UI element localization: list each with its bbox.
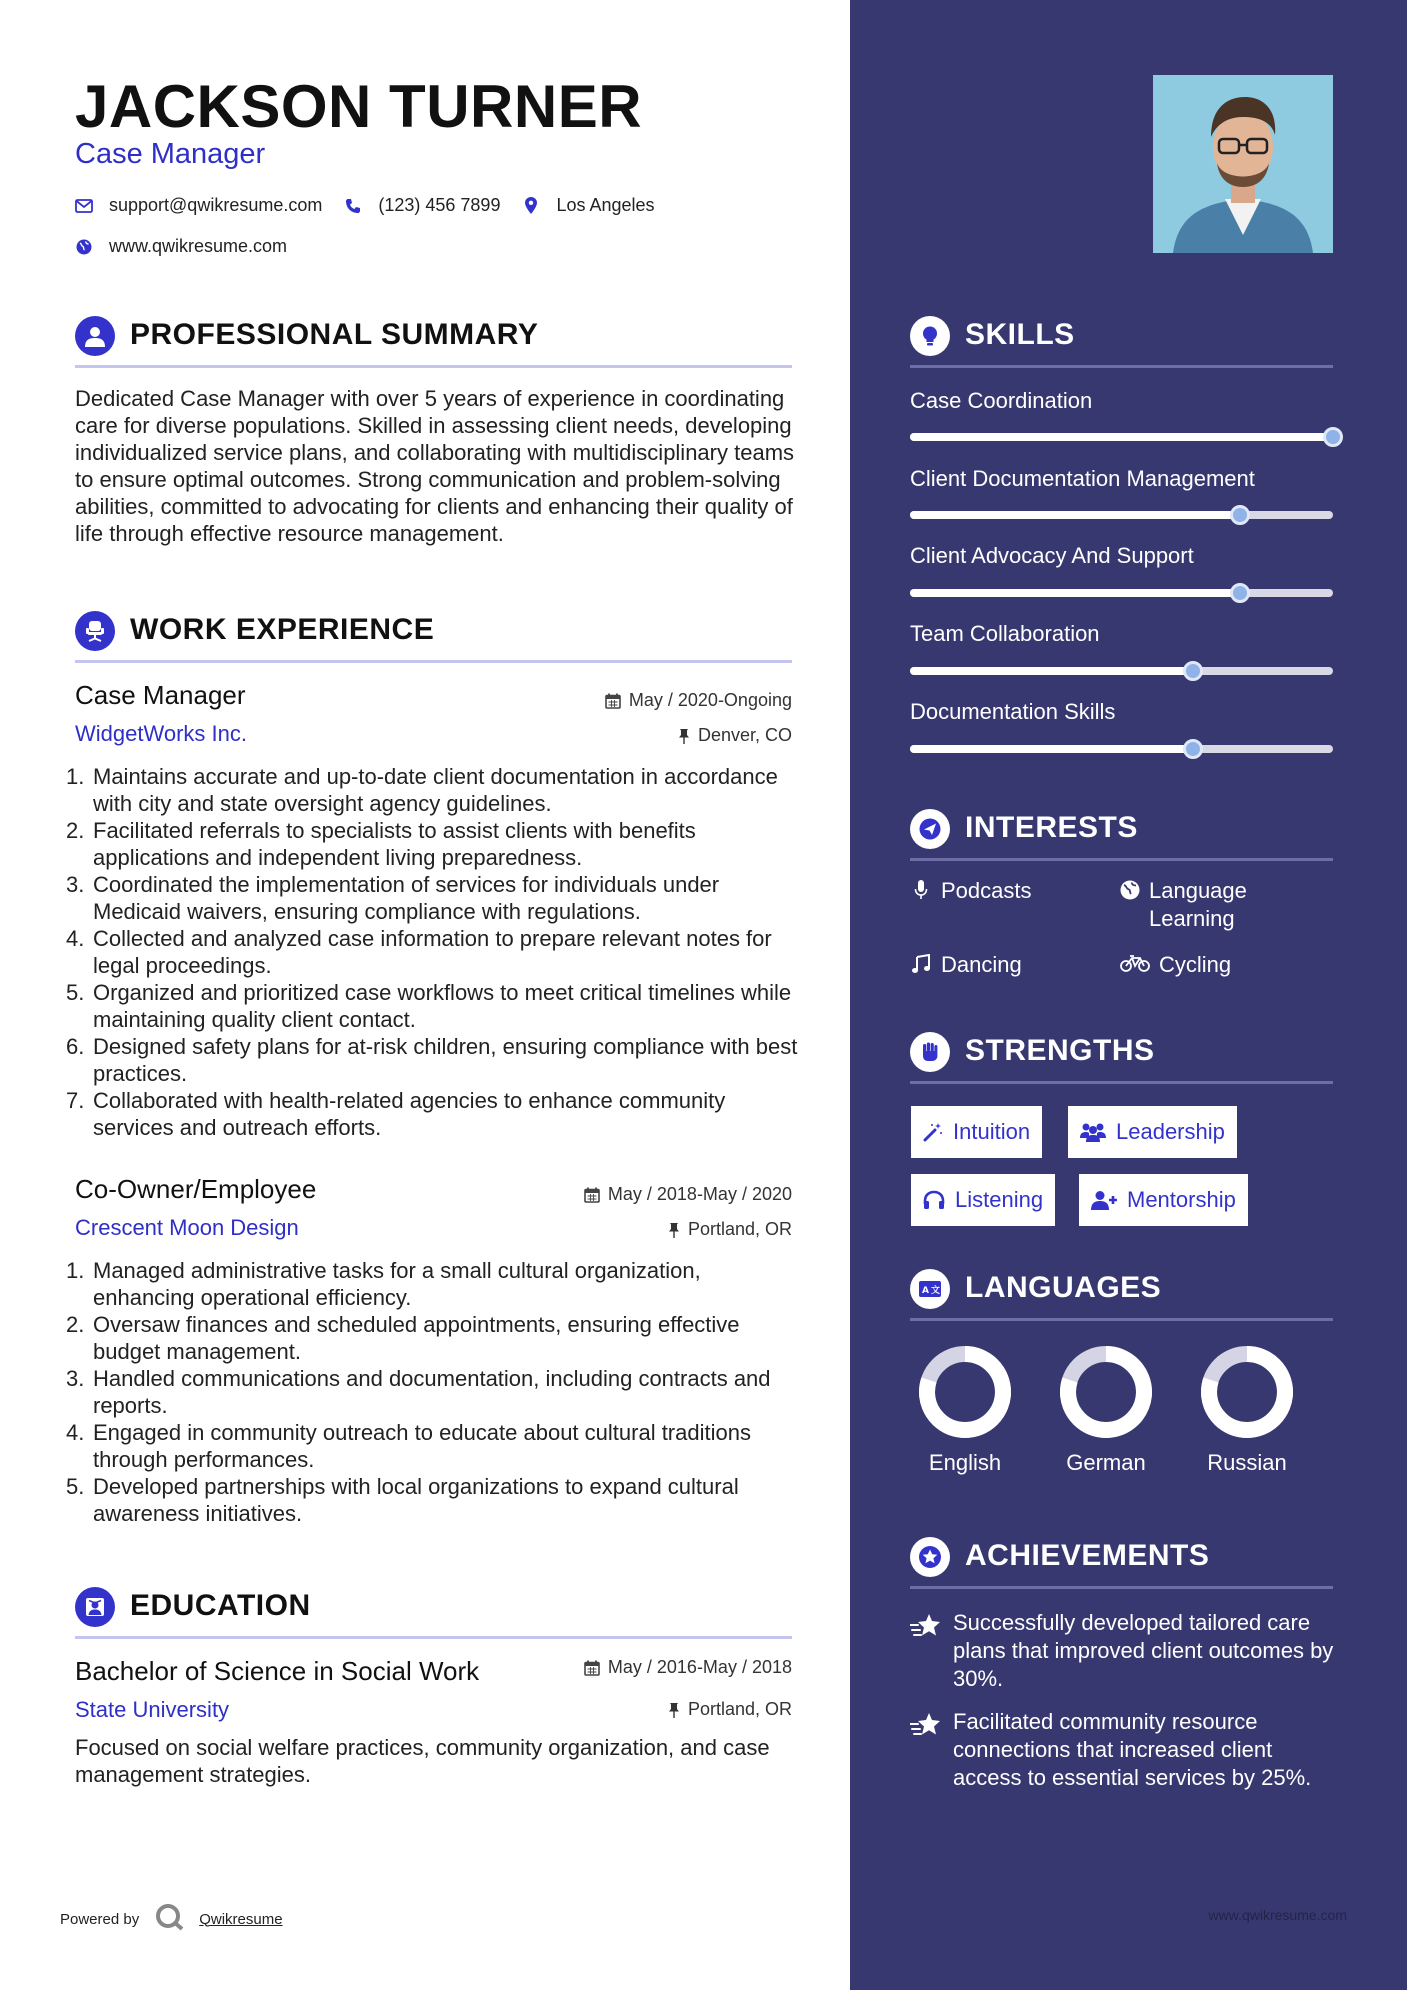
powered-by-label: Powered by [60, 1910, 140, 1928]
pushpin-icon [668, 1702, 680, 1718]
contact-row-2 [75, 236, 287, 257]
pushpin-icon [668, 1222, 680, 1238]
experience-section-header [75, 611, 792, 663]
shooting-star-icon [910, 1708, 942, 1792]
list-item: 1. Maintains accurate and up-to-date client documentation in accordance with city and state oversight agency guidelines. [66, 764, 778, 816]
job-dates [605, 690, 792, 711]
job-title: Co-Owner/Employee [75, 1174, 317, 1204]
list-item: 5. Developed partnerships with local organizations to expand cultural awareness initiatives. [66, 1474, 739, 1526]
skill-bar-fill [910, 589, 1240, 597]
interest-item [910, 877, 1032, 905]
skill-bar-fill [910, 511, 1240, 519]
education-dates [584, 1657, 792, 1678]
powered-by [60, 1903, 283, 1935]
website-link[interactable]: www.qwikresume.com [109, 236, 288, 256]
job-company: WidgetWorks Inc. [75, 721, 247, 746]
language-donut [917, 1344, 1013, 1440]
language-label: German [1066, 1450, 1146, 1475]
candidate-role: Case Manager [75, 138, 266, 170]
education-title: EDUCATION [130, 1589, 311, 1622]
strength-label: Leadership [1116, 1119, 1225, 1144]
music-note-icon [910, 951, 932, 979]
achievements-title: ACHIEVEMENTS [965, 1539, 1210, 1572]
skill-label: Team Collaboration [910, 621, 1100, 646]
footer-url[interactable]: www.qwikresume.com [1208, 1907, 1347, 1923]
skill-bar [910, 745, 1333, 753]
pushpin-icon [678, 728, 690, 744]
achievements-section-header [910, 1537, 1333, 1589]
headphones-icon [923, 1190, 945, 1210]
strength-badge [1079, 1174, 1248, 1226]
job-location-text: Denver, CO [697, 725, 792, 745]
email-link[interactable]: support@qwikresume.com [109, 195, 323, 215]
sidebar [850, 0, 1407, 1990]
strength-label: Intuition [953, 1119, 1031, 1144]
contact-row-1 [75, 195, 655, 216]
skills-section-header [910, 316, 1333, 368]
raised-fist-icon [910, 1032, 950, 1072]
qwikresume-logo-icon [155, 1903, 185, 1935]
summary-text: Dedicated Case Manager with over 5 years of experience in coordinating care for diverse populations. Skilled in assessing client needs, developing individualized service plans, and collaborating with multidisciplinary teams to ensure optimal outcomes. Strong communication and problem-solving abilities, committed to advocating for clients and enhancing their quality of life through effective resource management. [75, 386, 795, 546]
shooting-star-icon [910, 1609, 942, 1693]
skill-bar-knob [1183, 661, 1203, 681]
language-item [1051, 1344, 1161, 1476]
list-item: 4. Collected and analyzed case information to prepare relevant notes for legal proceedings. [66, 926, 772, 978]
skill-bar-fill [910, 667, 1193, 675]
experience-title: WORK EXPERIENCE [130, 613, 435, 646]
language-item [910, 1344, 1020, 1476]
job-location [678, 725, 792, 746]
strength-label: Listening [955, 1187, 1044, 1212]
job-title: Case Manager [75, 680, 246, 710]
skill-bar-knob [1230, 583, 1250, 603]
summary-section-header [75, 316, 792, 368]
interests-section-header [910, 809, 1333, 861]
language-item [1192, 1344, 1302, 1476]
candidate-name: JACKSON TURNER [75, 73, 643, 140]
microphone-icon [910, 877, 932, 905]
strength-badge [911, 1106, 1042, 1158]
phone-icon [344, 197, 362, 215]
phone-number[interactable]: (123) 456 7899 [378, 195, 501, 215]
job-bullets [66, 763, 801, 1141]
job-company: Crescent Moon Design [75, 1215, 299, 1240]
strengths-title: STRENGTHS [965, 1034, 1155, 1067]
list-item: 2. Facilitated referrals to specialists to assist clients with benefits applications and independent living preparedness. [66, 818, 696, 870]
degree-title: Bachelor of Science in Social Work [75, 1656, 480, 1686]
job-bullets [66, 1257, 801, 1527]
lightbulb-icon [910, 316, 950, 356]
skill-bar-fill [910, 433, 1333, 441]
globe-icon [1120, 877, 1140, 933]
interest-label: Cycling [1159, 952, 1232, 977]
skill-label: Case Coordination [910, 388, 1093, 413]
svg-text:A: A [922, 1286, 929, 1296]
svg-text:文: 文 [931, 1286, 941, 1296]
languages-section-header [910, 1269, 1333, 1321]
job-dates-text: May / 2020-Ongoing [628, 690, 792, 710]
map-pin-icon [522, 197, 540, 215]
skill-bar-fill [910, 745, 1193, 753]
interest-item [1120, 951, 1231, 979]
strength-label: Mentorship [1127, 1187, 1236, 1212]
users-icon [1080, 1122, 1106, 1142]
job-location-text: Portland, OR [687, 1219, 792, 1239]
education-description: Focused on social welfare practices, community organization, and case management strategies. [75, 1735, 770, 1787]
school-name: State University [75, 1697, 230, 1722]
achievement-item [910, 1708, 1340, 1792]
calendar-icon [605, 693, 621, 709]
paper-plane-icon [910, 809, 950, 849]
education-section-header [75, 1587, 792, 1639]
language-donut [1199, 1344, 1295, 1440]
languages-title: LANGUAGES [965, 1271, 1162, 1304]
list-item: 1. Managed administrative tasks for a small cultural organization, enhancing operational efficiency. [66, 1258, 701, 1310]
interest-item [1120, 877, 1290, 933]
education-dates-text: May / 2016-May / 2018 [607, 1657, 792, 1677]
language-label: English [928, 1450, 1002, 1475]
star-badge-icon [910, 1537, 950, 1577]
education-location [668, 1699, 792, 1720]
language-label: Russian [1207, 1450, 1287, 1475]
list-item: 4. Engaged in community outreach to educate about cultural traditions through performances. [66, 1420, 751, 1472]
skill-bar [910, 433, 1333, 441]
interest-label: Language Learning [1149, 878, 1247, 931]
skill-bar-knob [1183, 739, 1203, 759]
achievement-text: Facilitated community resource connections that increased client access to essential services by 25%. [953, 1709, 1312, 1790]
achievement-text: Successfully developed tailored care plans that improved client outcomes by 30%. [953, 1610, 1334, 1691]
skill-bar [910, 589, 1333, 597]
magic-wand-icon [923, 1122, 943, 1142]
skill-label: Documentation Skills [910, 699, 1116, 724]
list-item: 7. Collaborated with health-related agencies to enhance community services and outreach efforts. [66, 1088, 726, 1140]
strength-badge [1068, 1106, 1237, 1158]
job-dates-text: May / 2018-May / 2020 [607, 1184, 792, 1204]
interest-label: Dancing [941, 952, 1022, 977]
avatar [1153, 75, 1333, 253]
achievement-item [910, 1609, 1340, 1693]
envelope-icon [75, 197, 93, 215]
bicycle-icon [1120, 951, 1150, 979]
strengths-section-header [910, 1032, 1333, 1084]
interests-title: INTERESTS [965, 811, 1138, 844]
user-icon [75, 316, 115, 356]
job-dates [584, 1184, 792, 1205]
skill-bar [910, 667, 1333, 675]
skill-label: Client Documentation Management [910, 466, 1255, 491]
list-item: 3. Handled communications and documentation, including contracts and reports. [66, 1366, 771, 1418]
job-location [668, 1219, 792, 1240]
list-item: 5. Organized and prioritized case workflows to meet critical timelines while maintaining quality client contact. [66, 980, 792, 1032]
list-item: 6. Designed safety plans for at-risk children, ensuring compliance with best practices. [66, 1034, 798, 1086]
location-text: Los Angeles [556, 195, 655, 215]
skill-bar-knob [1230, 505, 1250, 525]
calendar-icon [584, 1187, 600, 1203]
summary-title: PROFESSIONAL SUMMARY [130, 318, 539, 351]
list-item: 2. Oversaw finances and scheduled appointments, ensuring effective budget management. [66, 1312, 740, 1364]
calendar-icon [584, 1660, 600, 1676]
skill-label: Client Advocacy And Support [910, 543, 1194, 568]
list-item: 3. Coordinated the implementation of services for individuals under Medicaid waivers, ensuring compliance with regulations. [66, 872, 720, 924]
skill-bar-knob [1323, 427, 1343, 447]
graduate-icon [75, 1587, 115, 1627]
skill-bar [910, 511, 1333, 519]
office-chair-icon [75, 611, 115, 651]
interest-item [910, 951, 1022, 979]
strength-badge [911, 1174, 1055, 1226]
translate-icon [910, 1269, 950, 1309]
education-location-text: Portland, OR [687, 1699, 792, 1719]
globe-icon [75, 238, 93, 256]
skills-title: SKILLS [965, 318, 1075, 351]
language-donut [1058, 1344, 1154, 1440]
user-plus-icon [1091, 1190, 1117, 1210]
qwikresume-link[interactable]: Qwikresume [199, 1910, 283, 1928]
interest-label: Podcasts [941, 878, 1032, 903]
